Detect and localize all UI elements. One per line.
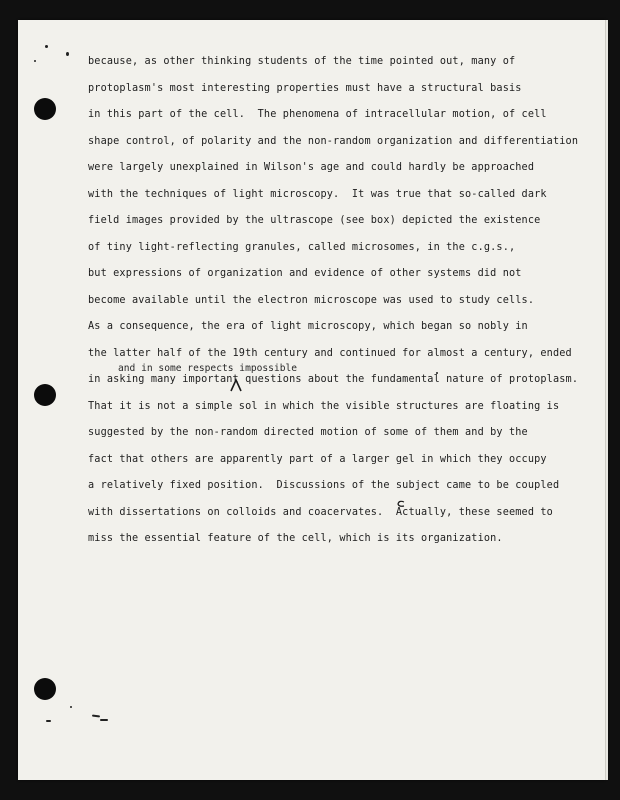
punch-hole-top (34, 98, 56, 120)
text-line: but expressions of organization and evidence of other systems did not (88, 268, 522, 279)
text-line: field images provided by the ultrascope (see box) depicted the existence (88, 215, 541, 226)
text-line: fact that others are apparently part of a larger gel in which they occupy (88, 453, 547, 465)
text-line: suggested by the non-random directed motion of some of them and by the (88, 427, 528, 438)
page-edge (605, 20, 608, 780)
text-line: the latter half of the 19th century and continued for almost a century, ended (88, 347, 572, 359)
insertion-caret-icon (230, 378, 242, 392)
text-line: a relatively fixed position. Discussions of the subject came to be coupled (88, 480, 560, 491)
text-line: with the techniques of light microscopy. It was true that so-called dark (88, 188, 547, 200)
text-line: As a consequence, the era of light microscopy, which began so nobly in (88, 321, 528, 332)
speck-mark (70, 706, 72, 708)
stray-mark (436, 372, 438, 374)
text-line: become available until the electron microscope was used to study cells. (88, 294, 535, 306)
speck-mark (66, 52, 69, 56)
speck-mark (100, 719, 108, 721)
text-line: That it is not a simple sol in which the visible structures are floating is (88, 400, 560, 412)
text-line: in this part of the cell. The phenomena of intracellular motion, of cell (88, 109, 547, 120)
text-line: in asking many important questions about the fundamental nature of protoplasm. (88, 374, 579, 385)
text-line: protoplasm's most interesting properties must have a structural basis (88, 82, 522, 94)
text-line: miss the essential feature of the cell, which is its organization. (88, 533, 503, 544)
speck-mark (46, 720, 51, 722)
text-line: because, as other thinking students of the time pointed out, many of (88, 56, 516, 67)
speck-mark (45, 45, 48, 48)
speck-mark (34, 60, 36, 62)
punch-hole-bottom (34, 678, 56, 700)
handwritten-insertion: and in some respects impossible (118, 363, 298, 374)
punch-hole-middle (34, 384, 56, 406)
text-line: shape control, of polarity and the non-random organization and differentiation (88, 135, 579, 147)
handwritten-correction-icon (395, 500, 407, 508)
text-line: were largely unexplained in Wilson's age and could hardly be approached (88, 162, 535, 173)
text-line: with dissertations on colloids and coacervates. Actually, these seemed to (88, 506, 553, 518)
text-line: of tiny light-reflecting granules, called microsomes, in the c.g.s., (88, 241, 516, 253)
